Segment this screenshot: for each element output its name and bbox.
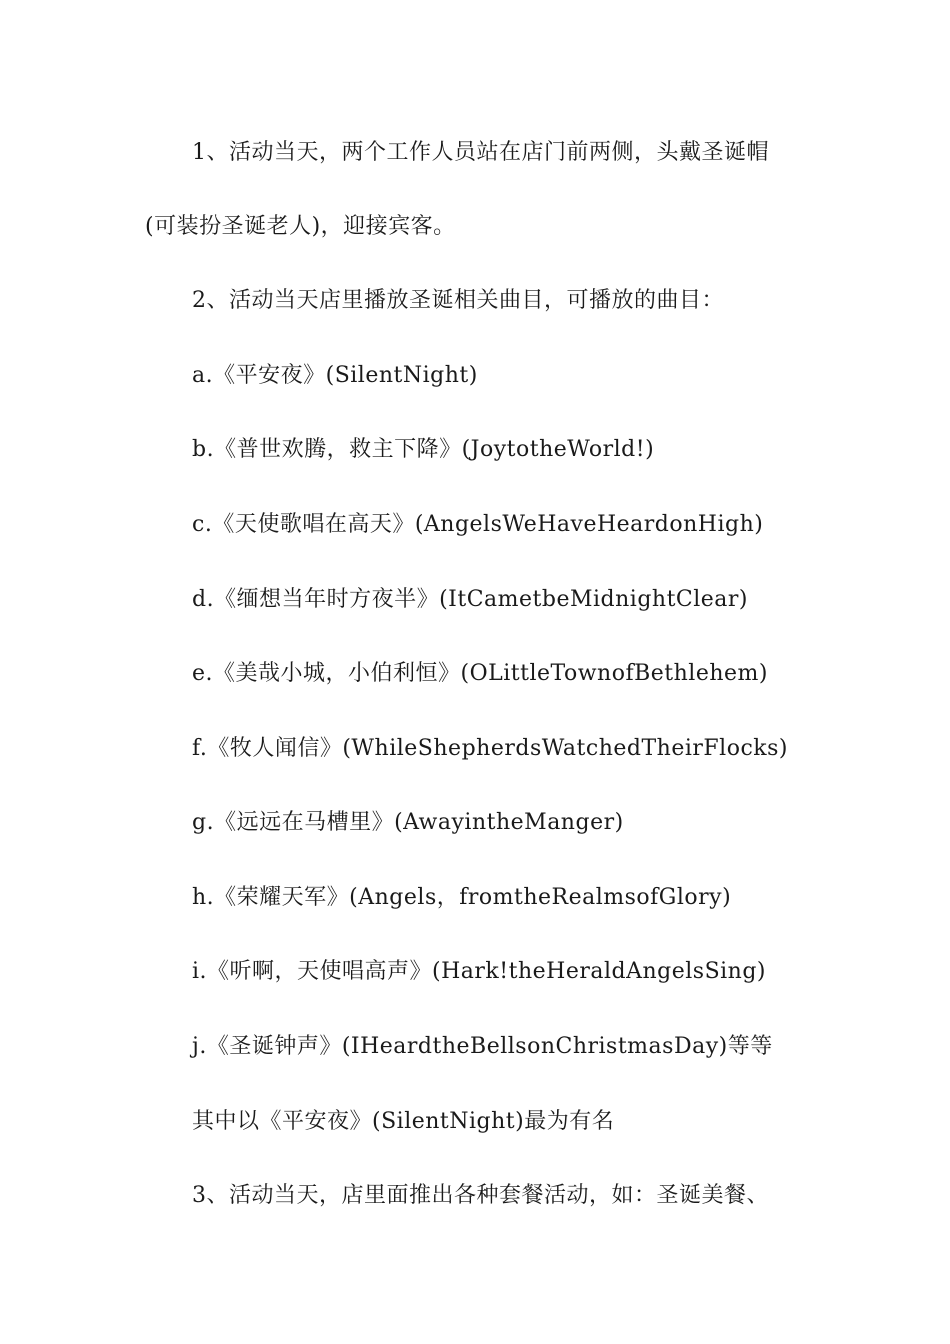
song-item-b: b.《普世欢腾，救主下降》(JoytotheWorld!) [192,437,655,462]
song-item-g: g.《远远在马槽里》(AwayintheManger) [192,810,624,835]
song-item-a: a.《平安夜》(SilentNight) [192,363,478,388]
paragraph-1-line-1: 1、活动当天，两个工作人员站在店门前两侧，头戴圣诞帽 [192,140,769,165]
song-item-h: h.《荣耀天军》(Angels，fromtheRealmsofGlory) [192,885,732,910]
song-item-e: e.《美哉小城，小伯利恒》(OLittleTownofBethlehem) [192,661,768,686]
song-item-j: j.《圣诞钟声》(IHeardtheBellsonChristmasDay)等等 [192,1034,773,1059]
paragraph-2: 2、活动当天店里播放圣诞相关曲目，可播放的曲目： [192,288,724,313]
famous-song-note: 其中以《平安夜》(SilentNight)最为有名 [192,1109,615,1134]
paragraph-1-line-2: (可装扮圣诞老人)，迎接宾客。 [145,214,456,239]
song-item-i: i.《听啊，天使唱高声》(Hark!theHeraldAngelsSing) [192,959,767,984]
song-item-c: c.《天使歌唱在高天》(AngelsWeHaveHeardonHigh) [192,512,764,537]
song-item-d: d.《缅想当年时方夜半》(ItCametbeMidnightClear) [192,587,749,612]
song-item-f: f.《牧人闻信》(WhileShepherdsWatchedTheirFlocks) [192,736,788,761]
paragraph-3: 3、活动当天，店里面推出各种套餐活动，如：圣诞美餐、 [192,1183,769,1208]
